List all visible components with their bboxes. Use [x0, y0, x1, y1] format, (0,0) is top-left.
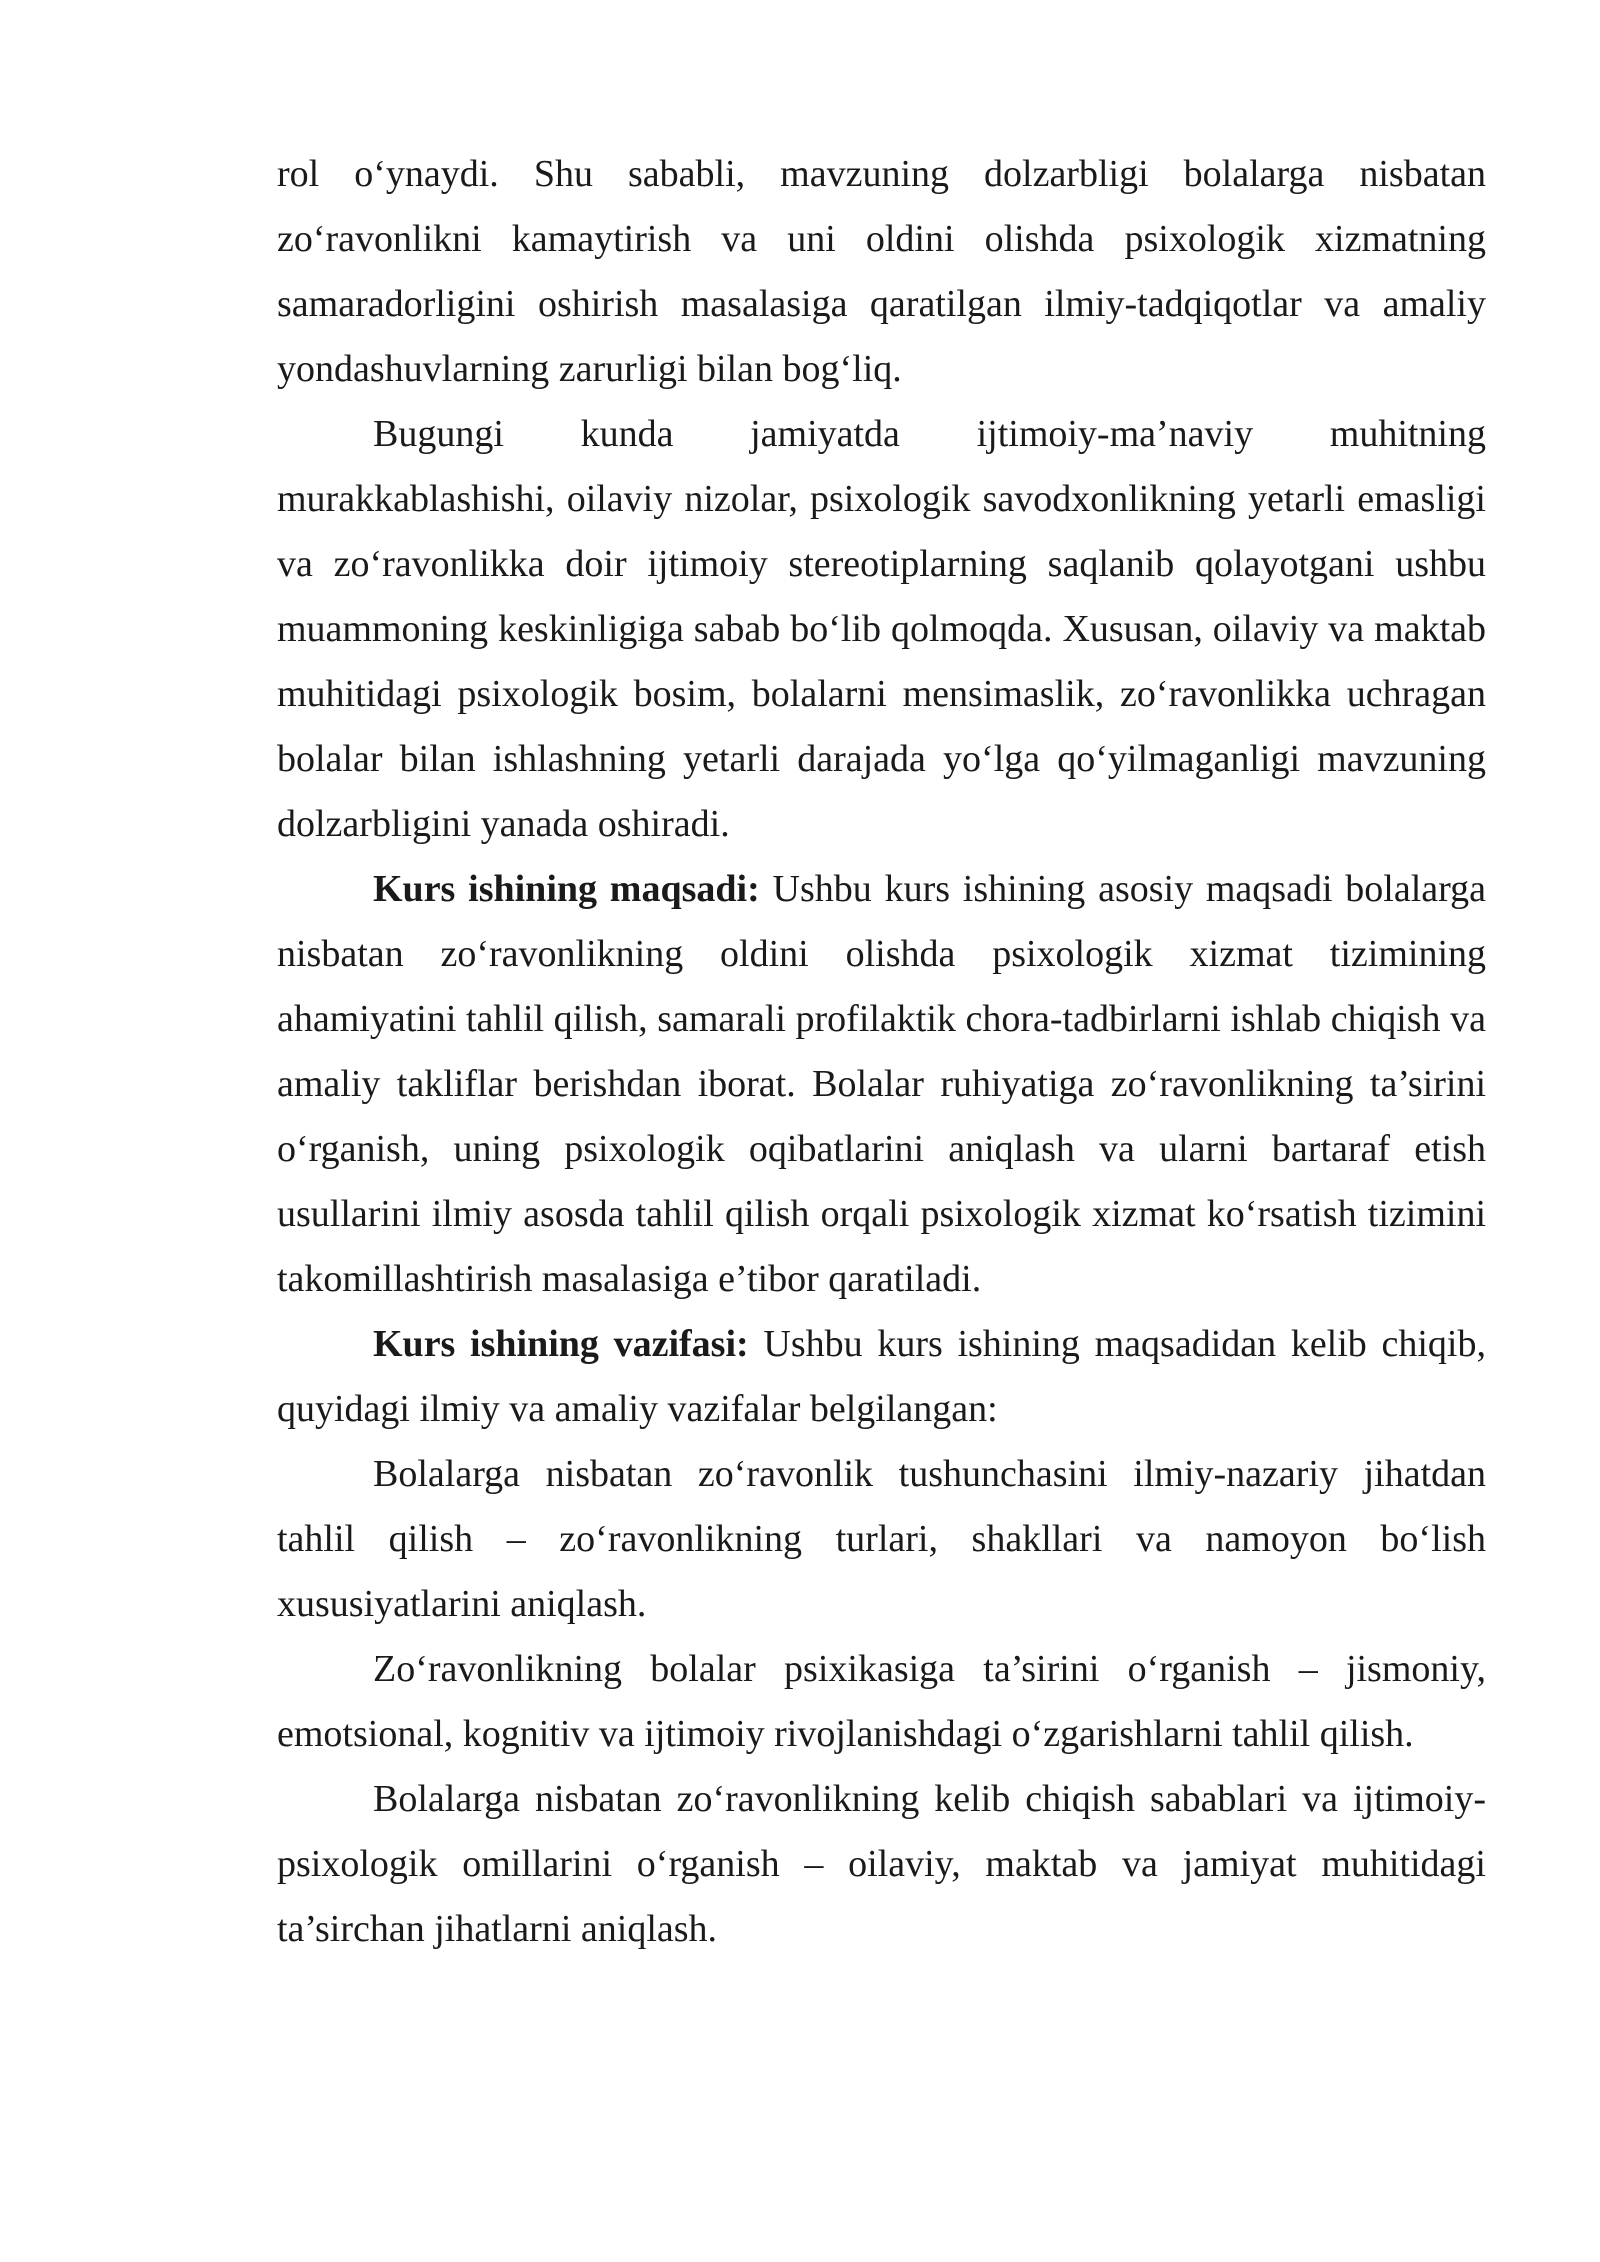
paragraph-text: Zo‘ravonlikning bolalar psixikasiga ta’sirini o‘rganish – jismoniy, emotsional, kognitiv va ijtimoiy rivojlanishdagi o‘zgarishlarni tahlil qilish. [277, 1648, 1486, 1755]
paragraph-text: Bolalarga nisbatan zo‘ravonlikning kelib chiqish sabablari va ijtimoiy-psixologik omillarini o‘rganish – oilaviy, maktab va jamiyat muhitidagi ta’sirchan jihatlarni aniqlash. [277, 1778, 1486, 1950]
paragraph-text: Ushbu kurs ishining maqsadidan kelib chiqib, quyidagi ilmiy va amaliy vazifalar belgilangan: [277, 1323, 1486, 1430]
paragraph-text: Bugungi kunda jamiyatda ijtimoiy-ma’naviy muhitning murakkablashishi, oilaviy nizolar, psixologik savodxonlikning yetarli emasligi va zo‘ravonlikka doir ijtimoiy stereotiplarning saqlanib qolayotgani ushbu muammoning keskinligiga sabab bo‘lib qolmoqda. Xususan, oilaviy va maktab muhitidagi psixologik bosim, bolalarni mensimaslik, zo‘ravonlikka uchragan bolalar bilan ishlashning yetarli darajada yo‘lga qo‘yilmaganligi mavzuning dolzarbligini yanada oshiradi. [277, 413, 1486, 845]
paragraph-heading-goal: Kurs ishining maqsadi: [373, 868, 760, 910]
paragraph-task-2 [277, 1637, 1486, 1767]
paragraph-task-3 [277, 1767, 1486, 1962]
paragraph-text: Bolalarga nisbatan zo‘ravonlik tushunchasini ilmiy-nazariy jihatdan tahlil qilish – zo‘ravonlikning turlari, shakllari va namoyon bo‘lish xususiyatlarini aniqlash. [277, 1453, 1486, 1625]
document-body [277, 142, 1486, 1962]
paragraph-tasks [277, 1312, 1486, 1442]
paragraph-text: rol o‘ynaydi. Shu sababli, mavzuning dolzarbligi bolalarga nisbatan zo‘ravonlikni kamaytirish va uni oldini olishda psixologik xizmatning samaradorligini oshirish masalasiga qaratilgan ilmiy-tadqiqotlar va amaliy yondashuvlarning zarurligi bilan bog‘liq. [277, 153, 1486, 390]
paragraph-text: Ushbu kurs ishining asosiy maqsadi bolalarga nisbatan zo‘ravonlikning oldini olishda psixologik xizmat tizimining ahamiyatini tahlil qilish, samarali profilaktik chora-tadbirlarni ishlab chiqish va amaliy takliflar berishdan iborat. Bolalar ruhiyatiga zo‘ravonlikning ta’sirini o‘rganish, uning psixologik oqibatlarini aniqlash va ularni bartaraf etish usullarini ilmiy asosda tahlil qilish orqali psixologik xizmat ko‘rsatish tizimini takomillashtirish masalasiga e’tibor qaratiladi. [277, 868, 1486, 1300]
paragraph-task-1 [277, 1442, 1486, 1637]
paragraph-heading-tasks: Kurs ishining vazifasi: [373, 1323, 749, 1365]
paragraph-goal [277, 857, 1486, 1312]
paragraph-relevance [277, 402, 1486, 857]
paragraph-continuation [277, 142, 1486, 402]
